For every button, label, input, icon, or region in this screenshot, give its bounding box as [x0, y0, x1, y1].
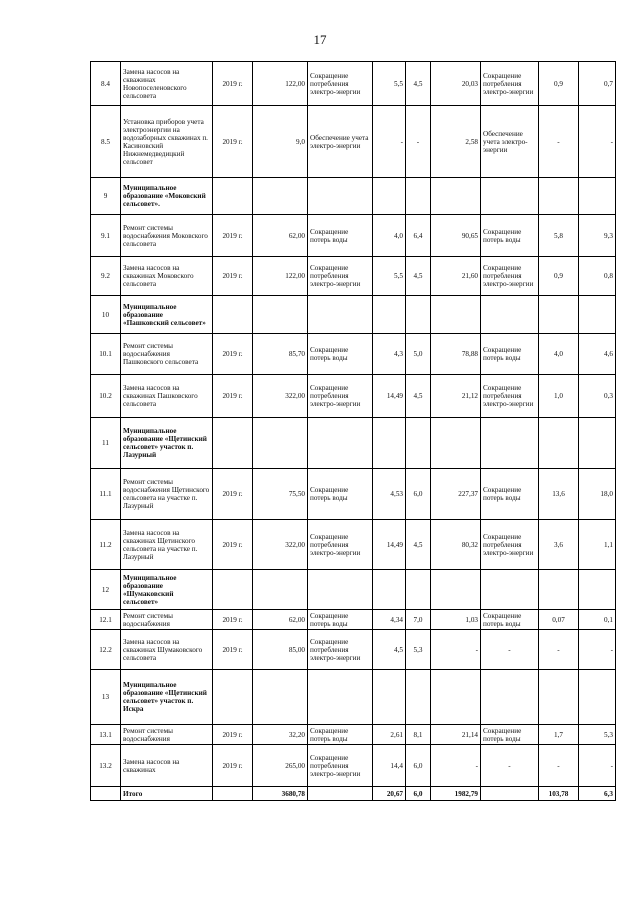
year-cell: 2019 г. — [213, 745, 253, 787]
effect-cell: Сокращение потерь воды — [481, 215, 539, 257]
table-row — [91, 334, 616, 375]
measure-name: Замена насосов на скважинах Шумаковского сельсовета — [121, 630, 213, 670]
measure-name: Замена насосов на скважинах Щетинского сельсовета на участке п. Лазурный — [121, 520, 213, 570]
value2-cell: 7,0 — [406, 610, 431, 630]
value1-cell: 2,61 — [373, 725, 406, 745]
value5-cell: 4,6 — [579, 334, 616, 375]
value4-cell: 0,9 — [539, 62, 579, 106]
table-row — [91, 630, 616, 670]
goal-cell: Сокращение потерь воды — [308, 215, 373, 257]
row-number — [91, 787, 121, 801]
year-cell — [213, 418, 253, 469]
year-cell: 2019 г. — [213, 215, 253, 257]
measure-name: Муниципальное образование «Щетинский сельсовет» участок п. Искра — [121, 670, 213, 725]
value4-cell: 0,9 — [539, 257, 579, 296]
row-number: 12.1 — [91, 610, 121, 630]
effect-cell — [481, 178, 539, 215]
value5-cell: 9,3 — [579, 215, 616, 257]
cost-cell: 85,00 — [253, 630, 308, 670]
measure-name: Ремонт системы водоснабжения — [121, 725, 213, 745]
goal-cell — [308, 418, 373, 469]
value4-cell — [539, 178, 579, 215]
measure-name: Ремонт системы водоснабжения Моковского сельсовета — [121, 215, 213, 257]
row-number: 8.5 — [91, 106, 121, 178]
goal-cell: Сокращение потребления электро-энергии — [308, 62, 373, 106]
group-row — [91, 418, 616, 469]
goal-cell: Сокращение потерь воды — [308, 610, 373, 630]
value5-cell — [579, 178, 616, 215]
value3-cell — [431, 570, 481, 610]
value3-cell: 20,03 — [431, 62, 481, 106]
table-row — [91, 375, 616, 418]
value1-cell: 14,4 — [373, 745, 406, 787]
value3-cell: 21,60 — [431, 257, 481, 296]
cost-cell: 85,70 — [253, 334, 308, 375]
value5-cell: - — [579, 630, 616, 670]
measure-name: Замена насосов на скважинах Моковского сельсовета — [121, 257, 213, 296]
table-row — [91, 62, 616, 106]
row-number: 10 — [91, 296, 121, 334]
measure-name: Муниципальное образование «Щетинский сельсовет» участок п. Лазурный — [121, 418, 213, 469]
effect-cell — [481, 418, 539, 469]
value2-cell: 6,0 — [406, 469, 431, 520]
cost-cell: 265,00 — [253, 745, 308, 787]
goal-cell: Обеспечение учета электро-энергии — [308, 106, 373, 178]
goal-cell: Сокращение потерь воды — [308, 334, 373, 375]
year-cell: 2019 г. — [213, 630, 253, 670]
row-number: 13.2 — [91, 745, 121, 787]
year-cell: 2019 г. — [213, 106, 253, 178]
measure-name: Ремонт системы водоснабжения Щетинского сельсовета на участке п. Лазурный — [121, 469, 213, 520]
measure-name: Итого — [121, 787, 213, 801]
measure-name: Муниципальное образование «Моковский сельсовет». — [121, 178, 213, 215]
value5-cell — [579, 418, 616, 469]
row-number: 9.2 — [91, 257, 121, 296]
cost-cell — [253, 178, 308, 215]
value2-cell: 4,5 — [406, 62, 431, 106]
cost-cell: 62,00 — [253, 610, 308, 630]
value5-cell: 0,8 — [579, 257, 616, 296]
goal-cell — [308, 296, 373, 334]
value3-cell: 21,14 — [431, 725, 481, 745]
value4-cell: 0,07 — [539, 610, 579, 630]
row-number: 10.2 — [91, 375, 121, 418]
value5-cell — [579, 670, 616, 725]
value5-cell: 6,3 — [579, 787, 616, 801]
measure-name: Ремонт системы водоснабжения — [121, 610, 213, 630]
value3-cell: - — [431, 745, 481, 787]
value1-cell — [373, 296, 406, 334]
cost-cell: 3680,78 — [253, 787, 308, 801]
goal-cell: Сокращение потерь воды — [308, 469, 373, 520]
value2-cell: 6,4 — [406, 215, 431, 257]
value1-cell: 4,34 — [373, 610, 406, 630]
row-number: 8.4 — [91, 62, 121, 106]
value1-cell — [373, 178, 406, 215]
effect-cell: Сокращение потребления электро-энергии — [481, 375, 539, 418]
row-number: 12.2 — [91, 630, 121, 670]
goal-cell: Сокращение потребления электро-энергии — [308, 745, 373, 787]
year-cell: 2019 г. — [213, 62, 253, 106]
value4-cell: 5,8 — [539, 215, 579, 257]
value5-cell: 0,1 — [579, 610, 616, 630]
measure-name: Замена насосов на скважинах Новопоселеновского сельсовета — [121, 62, 213, 106]
goal-cell — [308, 570, 373, 610]
row-number: 10.1 — [91, 334, 121, 375]
value1-cell: 4,0 — [373, 215, 406, 257]
value4-cell: 1,7 — [539, 725, 579, 745]
value3-cell: 2,58 — [431, 106, 481, 178]
table-row — [91, 215, 616, 257]
value4-cell: - — [539, 106, 579, 178]
value1-cell — [373, 418, 406, 469]
row-number: 13.1 — [91, 725, 121, 745]
year-cell: 2019 г. — [213, 725, 253, 745]
program-table — [90, 61, 616, 801]
year-cell — [213, 178, 253, 215]
goal-cell: Сокращение потребления электро-энергии — [308, 630, 373, 670]
value4-cell: - — [539, 745, 579, 787]
year-cell — [213, 296, 253, 334]
value1-cell: 14,49 — [373, 375, 406, 418]
value5-cell — [579, 296, 616, 334]
value4-cell — [539, 296, 579, 334]
value5-cell: 0,7 — [579, 62, 616, 106]
cost-cell: 9,0 — [253, 106, 308, 178]
cost-cell: 122,00 — [253, 62, 308, 106]
value1-cell — [373, 670, 406, 725]
cost-cell: 62,00 — [253, 215, 308, 257]
table-row — [91, 469, 616, 520]
row-number: 11.1 — [91, 469, 121, 520]
goal-cell — [308, 670, 373, 725]
value2-cell — [406, 418, 431, 469]
goal-cell: Сокращение потерь воды — [308, 725, 373, 745]
page-number: 17 — [313, 32, 327, 47]
group-row — [91, 178, 616, 215]
effect-cell: Сокращение потребления электро-энергии — [481, 62, 539, 106]
goal-cell: Сокращение потребления электро-энергии — [308, 520, 373, 570]
cost-cell — [253, 570, 308, 610]
group-row — [91, 570, 616, 610]
cost-cell: 122,00 — [253, 257, 308, 296]
year-cell: 2019 г. — [213, 520, 253, 570]
value2-cell: 6,0 — [406, 745, 431, 787]
value2-cell: 4,5 — [406, 257, 431, 296]
value1-cell: 5,5 — [373, 257, 406, 296]
cost-cell: 322,00 — [253, 375, 308, 418]
value4-cell: - — [539, 630, 579, 670]
value5-cell: 1,1 — [579, 520, 616, 570]
value5-cell — [579, 570, 616, 610]
value2-cell: 4,5 — [406, 520, 431, 570]
value3-cell — [431, 296, 481, 334]
row-number: 11 — [91, 418, 121, 469]
effect-cell: Сокращение потерь воды — [481, 725, 539, 745]
value5-cell: 0,3 — [579, 375, 616, 418]
year-cell: 2019 г. — [213, 469, 253, 520]
value1-cell: 4,53 — [373, 469, 406, 520]
value2-cell — [406, 570, 431, 610]
measure-name: Ремонт системы водоснабжения Пашковского сельсовета — [121, 334, 213, 375]
value3-cell: 80,32 — [431, 520, 481, 570]
row-number: 9.1 — [91, 215, 121, 257]
value4-cell: 4,0 — [539, 334, 579, 375]
cost-cell — [253, 418, 308, 469]
effect-cell: Сокращение потерь воды — [481, 610, 539, 630]
table-row — [91, 610, 616, 630]
value3-cell: 1982,79 — [431, 787, 481, 801]
effect-cell: Сокращение потребления электро-энергии — [481, 520, 539, 570]
year-cell — [213, 787, 253, 801]
measure-name: Замена насосов на скважинах — [121, 745, 213, 787]
year-cell: 2019 г. — [213, 375, 253, 418]
group-row — [91, 296, 616, 334]
value2-cell: 4,5 — [406, 375, 431, 418]
table-row — [91, 257, 616, 296]
table-row — [91, 725, 616, 745]
row-number: 13 — [91, 670, 121, 725]
value5-cell: - — [579, 106, 616, 178]
value1-cell: - — [373, 106, 406, 178]
value1-cell — [373, 570, 406, 610]
goal-cell — [308, 178, 373, 215]
value1-cell: 4,3 — [373, 334, 406, 375]
row-number: 12 — [91, 570, 121, 610]
row-number: 9 — [91, 178, 121, 215]
value3-cell: - — [431, 630, 481, 670]
measure-name: Замена насосов на скважинах Пашковского сельсовета — [121, 375, 213, 418]
group-row — [91, 670, 616, 725]
value4-cell — [539, 418, 579, 469]
cost-cell: 75,50 — [253, 469, 308, 520]
value2-cell — [406, 670, 431, 725]
effect-cell — [481, 670, 539, 725]
value3-cell: 78,88 — [431, 334, 481, 375]
effect-cell — [481, 296, 539, 334]
value2-cell: 5,0 — [406, 334, 431, 375]
year-cell: 2019 г. — [213, 610, 253, 630]
value3-cell: 1,03 — [431, 610, 481, 630]
value4-cell — [539, 570, 579, 610]
value2-cell: 6,0 — [406, 787, 431, 801]
value2-cell: 5,3 — [406, 630, 431, 670]
effect-cell: Сокращение потерь воды — [481, 469, 539, 520]
value5-cell: 18,0 — [579, 469, 616, 520]
value2-cell — [406, 296, 431, 334]
cost-cell: 32,20 — [253, 725, 308, 745]
table-row — [91, 106, 616, 178]
value3-cell — [431, 178, 481, 215]
row-number: 11.2 — [91, 520, 121, 570]
value2-cell: - — [406, 106, 431, 178]
effect-cell: Сокращение потерь воды — [481, 334, 539, 375]
value5-cell: 5,3 — [579, 725, 616, 745]
value4-cell: 3,6 — [539, 520, 579, 570]
goal-cell — [308, 787, 373, 801]
goal-cell: Сокращение потребления электро-энергии — [308, 375, 373, 418]
value1-cell: 5,5 — [373, 62, 406, 106]
value2-cell — [406, 178, 431, 215]
effect-cell: - — [481, 745, 539, 787]
value3-cell — [431, 670, 481, 725]
value1-cell: 14,49 — [373, 520, 406, 570]
year-cell — [213, 570, 253, 610]
value3-cell: 227,37 — [431, 469, 481, 520]
effect-cell — [481, 570, 539, 610]
cost-cell — [253, 670, 308, 725]
total-row — [91, 787, 616, 801]
effect-cell — [481, 787, 539, 801]
cost-cell — [253, 296, 308, 334]
value4-cell: 13,6 — [539, 469, 579, 520]
cost-cell: 322,00 — [253, 520, 308, 570]
table-row — [91, 745, 616, 787]
value3-cell — [431, 418, 481, 469]
measure-name: Муниципальное образование «Шумаковский сельсовет» — [121, 570, 213, 610]
value4-cell: 103,78 — [539, 787, 579, 801]
value4-cell: 1,0 — [539, 375, 579, 418]
value1-cell: 4,5 — [373, 630, 406, 670]
year-cell: 2019 г. — [213, 257, 253, 296]
value3-cell: 21,12 — [431, 375, 481, 418]
table-row — [91, 520, 616, 570]
effect-cell: Обеспечение учета электро-энергии — [481, 106, 539, 178]
value4-cell — [539, 670, 579, 725]
goal-cell: Сокращение потребления электро-энергии — [308, 257, 373, 296]
measure-name: Муниципальное образование «Пашковский сельсовет» — [121, 296, 213, 334]
value2-cell: 8,1 — [406, 725, 431, 745]
measure-name: Установка приборов учета электроэнергии на водозаборных скважинах п. Касиновский Нижнемедведицкий сельсовет — [121, 106, 213, 178]
value1-cell: 20,67 — [373, 787, 406, 801]
effect-cell: Сокращение потребления электро-энергии — [481, 257, 539, 296]
value5-cell: - — [579, 745, 616, 787]
year-cell — [213, 670, 253, 725]
year-cell: 2019 г. — [213, 334, 253, 375]
value3-cell: 90,65 — [431, 215, 481, 257]
effect-cell: - — [481, 630, 539, 670]
